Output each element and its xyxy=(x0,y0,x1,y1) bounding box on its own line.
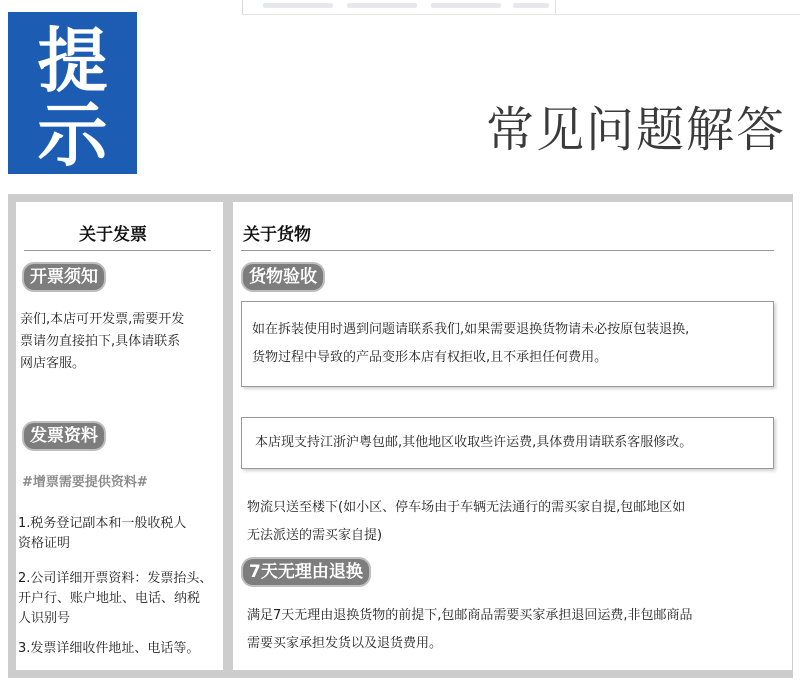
inspection-pill: 货物验收 xyxy=(243,264,323,290)
strip-faint-text xyxy=(263,3,333,8)
strip-faint-text xyxy=(431,3,501,8)
strip-faint-text xyxy=(513,3,549,8)
text-line: 如在拆装使用时遇到问题请联系我们,如果需要退换货物请未必按原包装退换, xyxy=(252,322,690,337)
invoice-materials-pill: 发票资料 xyxy=(24,423,104,449)
strip-faint-text xyxy=(347,3,417,8)
materials-item-1 xyxy=(18,514,223,554)
text-line: 资格证明 xyxy=(18,536,71,551)
invoice-heading: 关于发票 xyxy=(79,225,147,245)
notice-char-2: 示 xyxy=(37,94,108,176)
inspection-text xyxy=(252,316,689,372)
text-line: 货物过程中导致的产品变形本店有权拒收,且不承担任何费用。 xyxy=(252,350,608,365)
text-line: 1.税务登记副本和一般收税人 xyxy=(18,516,187,531)
text-line: 亲们,本店可开发票,需要开发 xyxy=(20,312,185,327)
page-title: 常见问题解答 xyxy=(485,102,786,158)
materials-note: #增票需要提供资料# xyxy=(22,475,148,490)
materials-item-3 xyxy=(18,639,223,659)
invoice-notice-text xyxy=(20,309,220,375)
text-line: 3.发票详细收件地址、电话等。 xyxy=(18,641,200,656)
text-line: 人识别号 xyxy=(18,611,71,626)
return-policy-text xyxy=(247,602,693,658)
goods-panel xyxy=(233,202,792,670)
text-line: 满足7天无理由退换货物的前提下,包邮商品需要买家承担退回运费,非包邮商品 xyxy=(247,608,693,623)
shipping-text: 本店现支持江浙沪粤包邮,其他地区收取些许运费,具体费用请联系客服修改。 xyxy=(255,435,693,450)
text-line: 物流只送至楼下(如小区、停车场由于车辆无法通行的需买家自提,包邮地区如 xyxy=(247,500,686,515)
notice-char-1: 提 xyxy=(37,20,108,102)
text-line: 无法派送的需买家自提) xyxy=(247,528,383,543)
shipping-box xyxy=(241,417,774,469)
logistics-text xyxy=(247,494,685,550)
text-line: 网店客服。 xyxy=(20,356,86,371)
goods-heading: 关于货物 xyxy=(243,225,311,245)
return-policy-pill: 7天无理由退换 xyxy=(243,559,369,585)
heading-rule xyxy=(241,250,774,251)
text-line: 2.公司详细开票资料：发票抬头、 xyxy=(18,571,213,586)
inspection-box xyxy=(241,301,774,387)
text-line: 需要买家承担发货以及退货费用。 xyxy=(247,636,443,651)
heading-rule xyxy=(24,250,211,251)
invoice-panel xyxy=(16,202,223,670)
strip-divider xyxy=(555,0,556,14)
notice-block xyxy=(8,12,137,174)
top-faint-strip xyxy=(242,0,800,15)
materials-item-2 xyxy=(18,569,223,629)
invoice-notice-pill: 开票须知 xyxy=(24,264,104,290)
text-line: 开户行、账户地址、电话、纳税 xyxy=(18,591,201,606)
text-line: 票请勿直接拍下,具体请联系 xyxy=(20,334,181,349)
